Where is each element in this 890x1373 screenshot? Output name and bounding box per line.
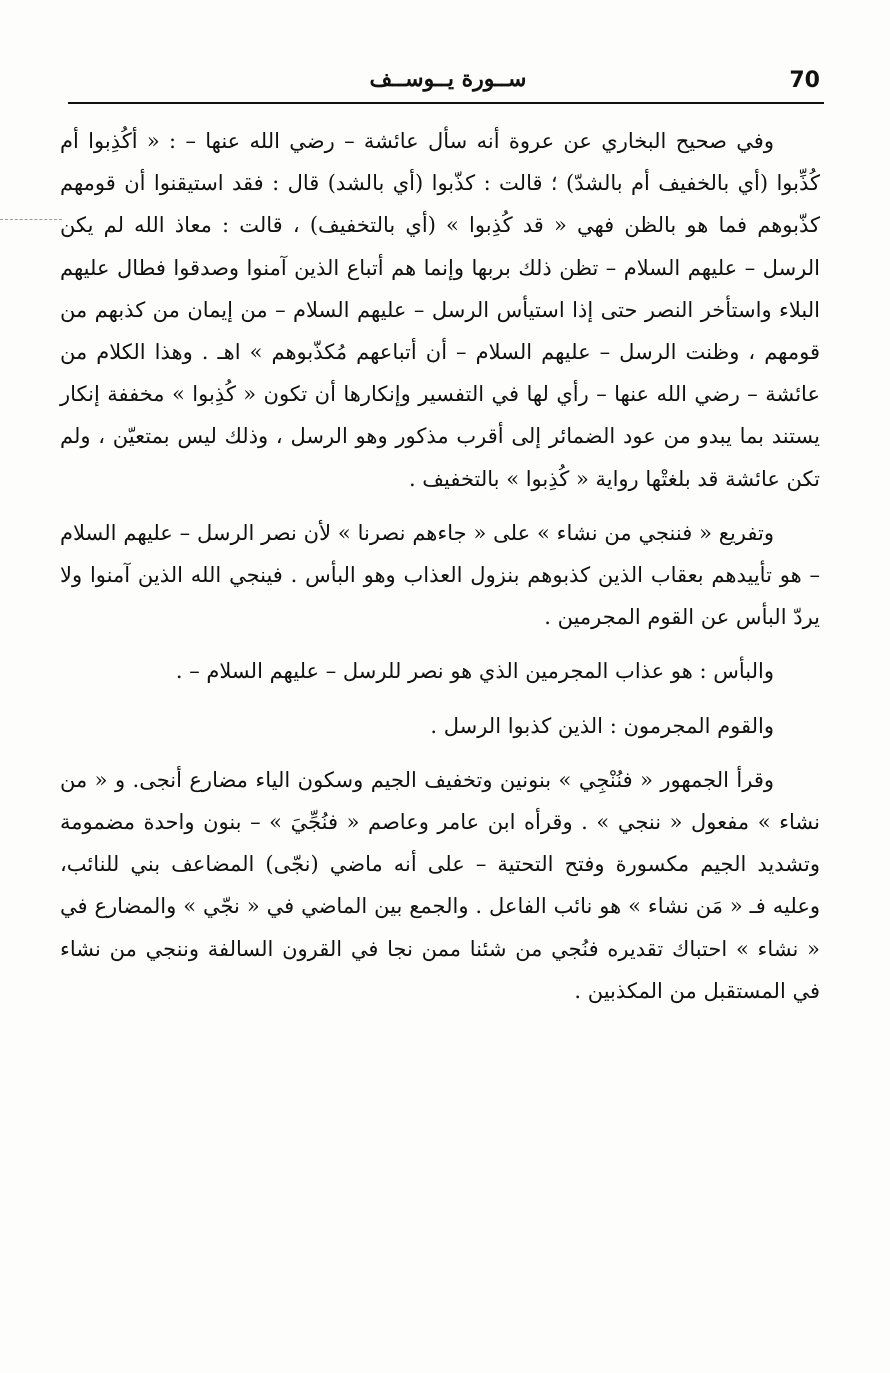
page-number: 70: [789, 68, 820, 93]
paragraph-bas: والبأس : هو عذاب المجرمين الذي هو نصر للرسل – عليهم السلام – .: [175, 659, 774, 684]
page-header: [68, 66, 824, 102]
header-rule: [68, 102, 824, 104]
paragraph-aisha-hadith: وفي صحيح البخاري عن عروة أنه سأل عائشة – رضي الله عنها – : « أكُذِبوا أم كُذِّبوا (أي بالخفيف أم بالشدّ) ؛ قالت : كذّبوا (أي بالشد) قال : فقد استيقنوا أن قومهم كذّبوهم فما هو بالظن فهي « قد كُذِبوا » (أي بالتخفيف) ، قالت : معاذ الله لم يكن الرسل – عليهم السلام – تظن ذلك بربها وإنما هم أتباع الذين آمنوا وصدقوا فطال عليهم البلاء واستأخر النصر حتى إذا استيأس الرسل – عليهم السلام – من إيمان من كذبهم من قومهم ، وظنت الرسل – عليهم السلام – أن أتباعهم مُكذّبوهم » اهـ . وهذا الكلام من عائشة – رضي الله عنها – رأي لها في التفسير وإنكارها أن تكون « كُذِبوا » مخففة إنكار يستند بما يبدو من عود الضمائر إلى أقرب مذكور وهو الرسل ، وذلك ليس بمتعيّن ، ولم تكن عائشة قد بلغتْها رواية « كُذِبوا » بالتخفيف .: [60, 129, 820, 491]
paragraph-qiraat: وقرأ الجمهور « فنُنْجِي » بنونين وتخفيف الجيم وسكون الياء مضارع أنجى. و « من نشاء » مفعول « ننجي » . وقرأه ابن عامر وعاصم « فنُجِّيَ » – بنون واحدة مضمومة وتشديد الجيم مكسورة وفتح التحتية – على أنه ماضي (نجّى) المضاعف بني للنائب، وعليه فـ « مَن نشاء » هو نائب الفاعل . والجمع بين الماضي في « نجّي » والمضارع في « نشاء » احتباك تقديره فنُجي من شئنا ممن نجا في القرون السالفة وننجي من نشاء في المستقبل من المكذبين .: [60, 767, 820, 1003]
paragraph-tafri: وتفريع « فننجي من نشاء » على « جاءهم نصرنا » لأن نصر الرسل – عليهم السلام – هو تأييدهم بعقاب الذين كذبوهم بنزول العذاب وهو البأس . فينجي الله الذين آمنوا ولا يردّ البأس عن القوم المجرمين .: [60, 520, 820, 630]
surah-title: ســورة يــوســف: [369, 66, 527, 92]
page-body: [60, 120, 820, 1012]
paragraph-mujrimun: والقوم المجرمون : الذين كذبوا الرسل .: [430, 713, 774, 738]
margin-mark: [0, 219, 62, 220]
